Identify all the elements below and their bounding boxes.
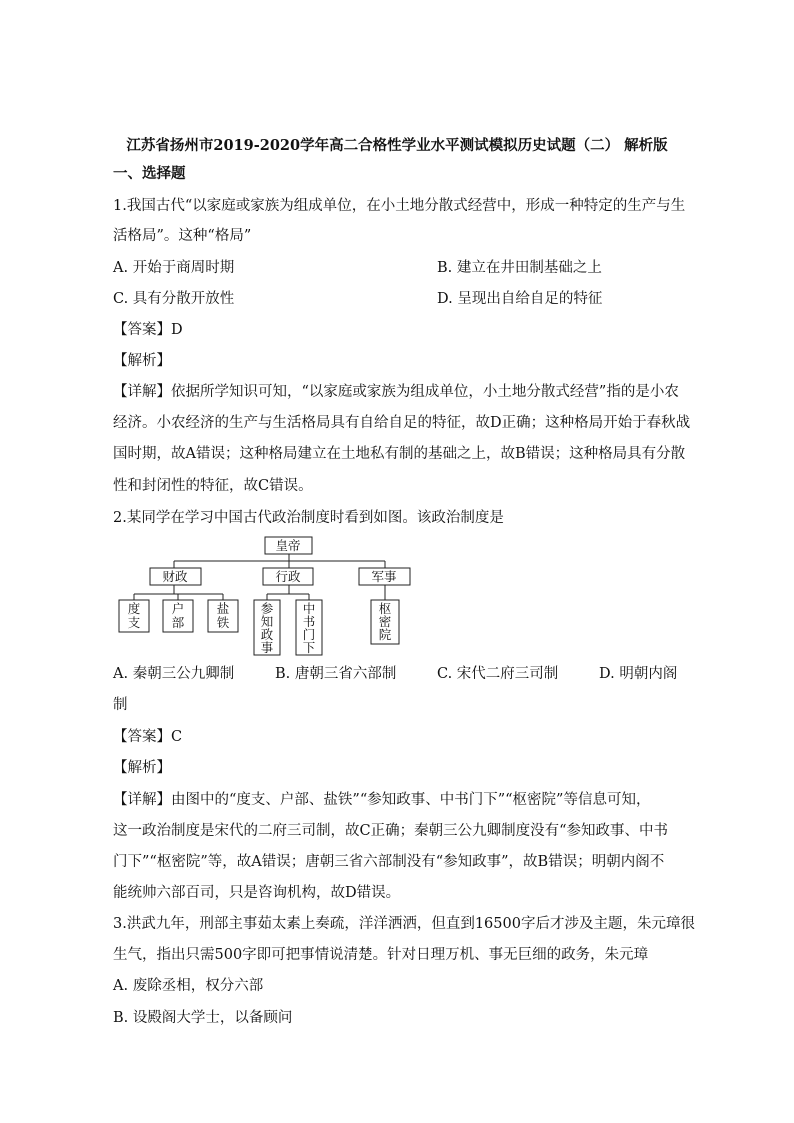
diagram-root-label: 皇帝 — [275, 538, 301, 553]
diagram-branch-military: 军事 — [371, 569, 397, 584]
diagram-leaf-char: 盐 — [216, 601, 230, 616]
q1-option-c: C. 具有分散开放性 — [113, 291, 235, 307]
diagram-leaf-char: 政 — [260, 627, 274, 642]
diagram-leaf-char: 知 — [260, 614, 274, 629]
q2-detail-line-2: 这一政治制度是宋代的二府三司制，故C正确；秦朝三公九卿制度没有“参知政事、中书 — [113, 823, 669, 839]
diagram-leaf-char: 下 — [302, 640, 316, 655]
q1-option-d: D. 呈现出自给自足的特征 — [437, 291, 603, 307]
q3-stem-line-1: 3.洪武九年，刑部主事茹太素上奏疏，洋洋洒洒，但直到16500字后才涉及主题，朱元璋很 — [113, 916, 695, 932]
diagram-leaf-char: 参 — [260, 601, 274, 616]
document-title: 江苏省扬州市2019-2020学年高二合格性学业水平测试模拟历史试题（二） 解析版 — [126, 137, 668, 154]
q2-option-b: B. 唐朝三省六部制 — [275, 666, 397, 682]
q1-stem-line-2: 活格局”。这种“格局” — [113, 228, 252, 244]
diagram-leaf-char: 部 — [171, 615, 185, 630]
q1-answer: 【答案】D — [113, 322, 183, 338]
q1-option-b: B. 建立在井田制基础之上 — [437, 260, 602, 276]
diagram-branch-finance: 财政 — [162, 569, 188, 584]
diagram-leaf-char: 书 — [302, 614, 316, 629]
q2-option-a: A. 秦朝三公九卿制 — [113, 666, 235, 682]
q3-stem-line-2: 生气，指出只需500字即可把事情说清楚。针对日理万机、事无巨细的政务，朱元璋 — [113, 947, 649, 963]
diagram-leaf-char: 铁 — [216, 615, 230, 630]
diagram-leaf-char: 度 — [127, 601, 141, 616]
diagram-leaf-char: 中 — [302, 601, 316, 616]
diagram-leaf-char: 户 — [171, 601, 185, 616]
diagram-leaf-char: 支 — [127, 615, 141, 630]
q1-detail-line-2: 经济。小农经济的生产与生活格局具有自给自足的特征，故D正确；这种格局开始于春秋战 — [113, 415, 691, 431]
q3-option-a: A. 废除丞相，权分六部 — [113, 978, 264, 994]
diagram-leaf-char: 枢 — [378, 601, 392, 616]
q1-detail-line-3: 国时期，故A错误；这种格局建立在土地私有制的基础之上，故B错误；这种格局具有分散 — [113, 446, 686, 462]
diagram-leaf-char: 门 — [302, 627, 316, 642]
q2-detail-line-4: 能统帅六部百司，只是咨询机构，故D错误。 — [113, 885, 401, 901]
q2-detail-line-1: 【详解】由图中的“度支、户部、盐铁”“参知政事、中书门下”“枢密院”等信息可知， — [113, 792, 651, 808]
q2-option-c: C. 宋代二府三司制 — [437, 666, 559, 682]
q1-stem-line-1: 1.我国古代“以家庭或家族为组成单位，在小土地分散式经营中，形成一种特定的生产与生 — [113, 198, 686, 214]
q1-detail-line-4: 性和封闭性的特征，故C错误。 — [113, 478, 313, 494]
q2-stem: 2.某同学在学习中国古代政治制度时看到如图。该政治制度是 — [113, 510, 504, 526]
q1-detail-line-1: 【详解】依据所学知识可知，“以家庭或家族为组成单位，小土地分散式经营”指的是小农 — [113, 384, 679, 400]
q2-analysis-label: 【解析】 — [113, 760, 171, 776]
q2-detail-line-3: 门下”“枢密院”等，故A错误；唐朝三省六部制没有“参知政事”，故B错误；明朝内阁不 — [113, 854, 665, 870]
q1-option-a: A. 开始于商周时期 — [113, 260, 235, 276]
diagram-branch-admin: 行政 — [275, 569, 301, 584]
q2-option-d-wrap: 制 — [113, 697, 128, 713]
q1-analysis-label: 【解析】 — [113, 353, 171, 369]
diagram-leaf-char: 事 — [260, 640, 274, 655]
q2-option-d: D. 明朝内阁 — [599, 666, 678, 682]
diagram-leaf-char: 院 — [378, 627, 392, 642]
diagram-leaf-char: 密 — [378, 614, 392, 629]
section-heading: 一、选择题 — [113, 165, 186, 182]
q2-answer: 【答案】C — [113, 729, 183, 745]
q3-option-b: B. 设殿阁大学士，以备顾问 — [113, 1010, 293, 1026]
